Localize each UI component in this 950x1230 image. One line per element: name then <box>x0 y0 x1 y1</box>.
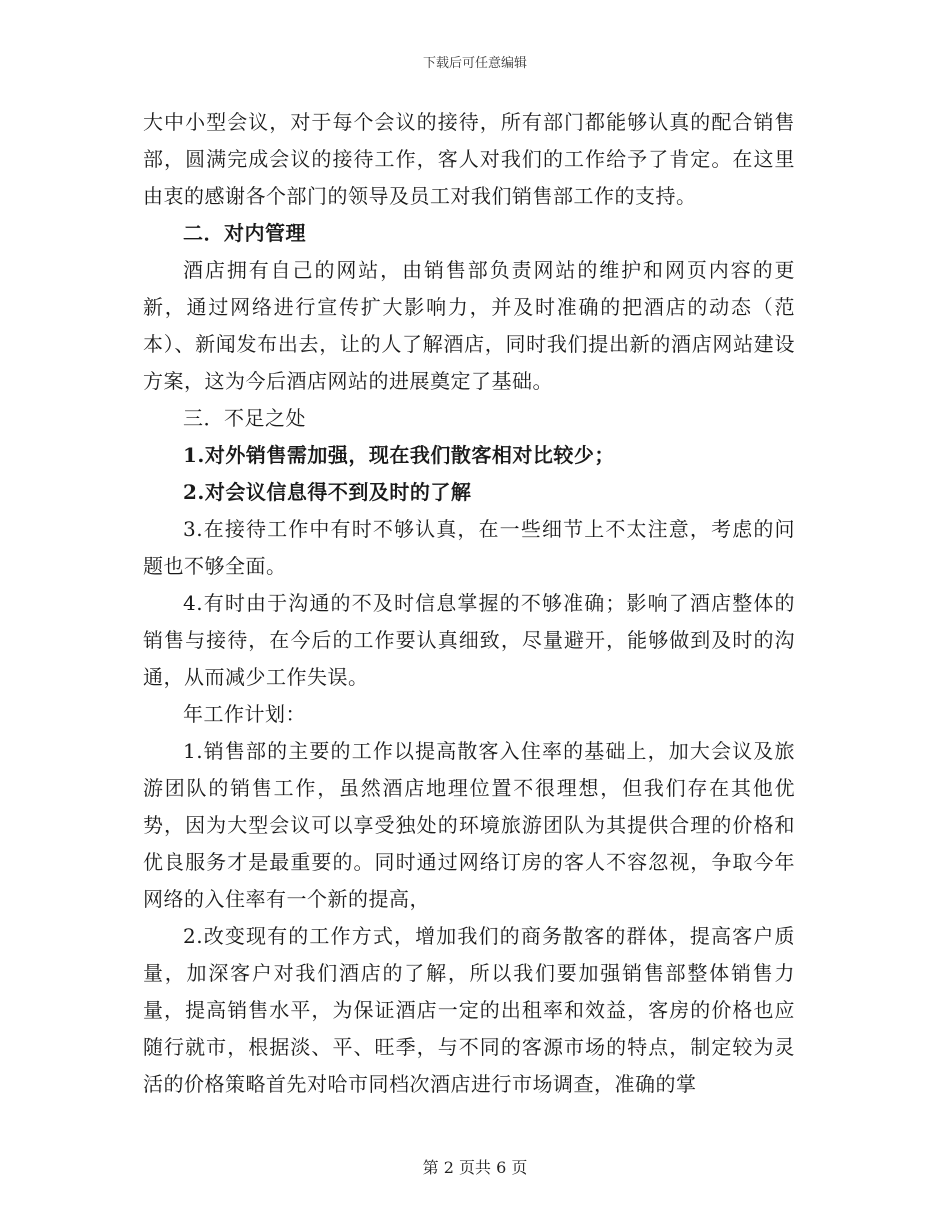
page-header: 下载后可任意编辑 <box>422 56 527 71</box>
list-item: 2.对会议信息得不到及时的了解 <box>183 480 472 504</box>
list-item: 4.有时由于沟通的不及时信息掌握的不够准确；影响了酒店整体的销售与接待，在今后的工作要认真细致，尽量避开，能够做到及时的沟通，从而减少工作失误。 <box>143 591 795 689</box>
page-footer: 第 2 页共 6 页 <box>422 1158 528 1177</box>
section-heading: 三．不足之处 <box>183 406 306 430</box>
section-heading: 年工作计划： <box>183 702 306 726</box>
list-item: 1.销售部的主要的工作以提高散客入住率的基础上，加大会议及旅游团队的销售工作，虽然酒店地理位置不很理想，但我们存在其他优势，因为大型会议可以享受独处的环境旅游团队为其提供合理的价格和优良服务才是最重要的。同时通过网络订房的客人不容忽视，争取今年网络的入住率有一个新的提高， <box>143 739 795 911</box>
paragraph: 酒店拥有自己的网站，由销售部负责网站的维护和网页内容的更新，通过网络进行宣传扩大影响力，并及时准确的把酒店的动态（范本）、新闻发布出去，让的人了解酒店，同时我们提出新的酒店网站建设方案，这为今后酒店网站的进展奠定了基础。 <box>143 258 795 393</box>
paragraph: 大中小型会议，对于每个会议的接待，所有部门都能够认真的配合销售部，圆满完成会议的接待工作，客人对我们的工作给予了肯定。在这里由衷的感谢各个部门的领导及员工对我们销售部工作的支持。 <box>143 110 795 208</box>
list-item: 1.对外销售需加强，现在我们散客相对比较少； <box>183 443 615 467</box>
list-item: 2.改变现有的工作方式，增加我们的商务散客的群体，提高客户质量，加深客户对我们酒店的了解，所以我们要加强销售部整体销售力量，提高销售水平，为保证酒店一定的出租率和效益，客房的价格也应随行就市，根据淡、平、旺季，与不同的客源市场的特点，制定较为灵活的价格策略首先对哈市同档次酒店进行市场调查，准确的掌 <box>143 924 795 1096</box>
section-heading: 二．对内管理 <box>183 221 306 245</box>
list-item: 3.在接待工作中有时不够认真，在一些细节上不太注意，考虑的问题也不够全面。 <box>143 517 795 578</box>
document-body <box>143 104 795 1103</box>
